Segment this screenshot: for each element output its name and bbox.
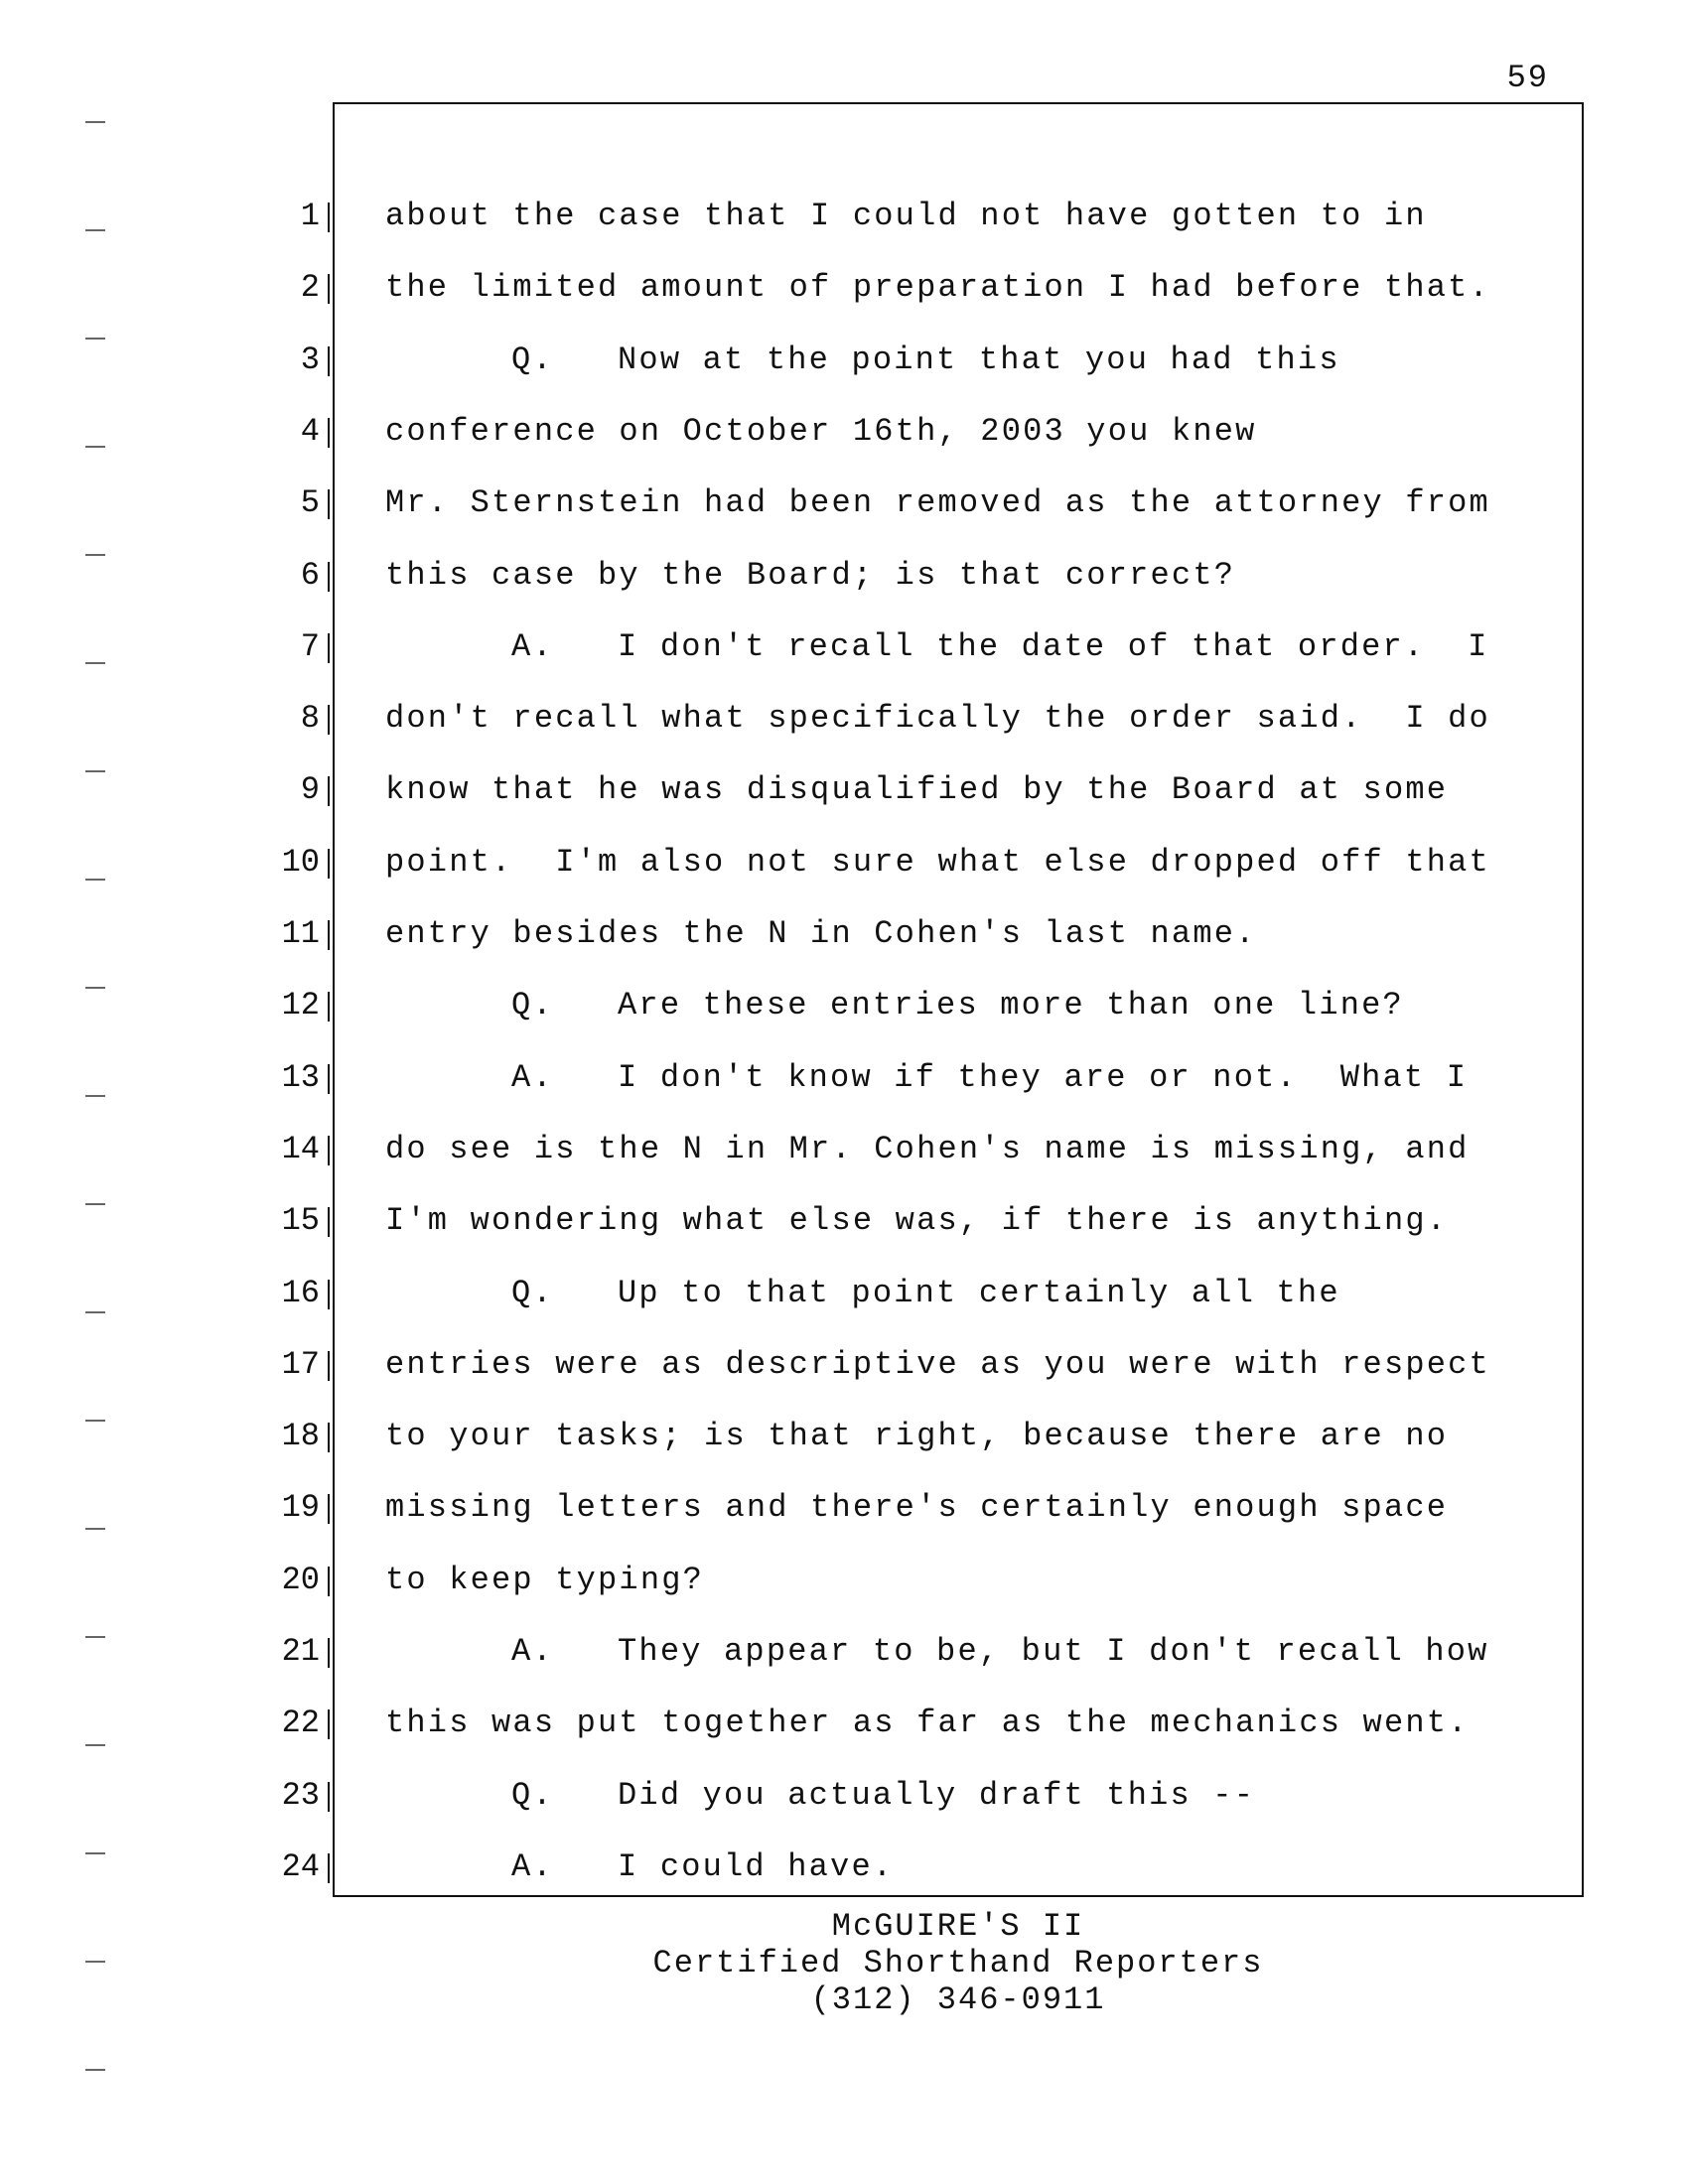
transcript-line: A. I don't know if they are or not. What I <box>511 1059 1469 1096</box>
line-number: 23 <box>281 1777 320 1814</box>
line-number-divider <box>328 346 330 376</box>
transcript-line: entry besides the N in Cohen's last name. <box>385 915 1257 952</box>
line-number: 8 <box>300 700 320 737</box>
line-number-divider <box>328 1782 330 1812</box>
margin-tick <box>85 229 105 231</box>
margin-tick <box>85 879 105 881</box>
line-number-divider <box>328 1709 330 1739</box>
margin-tick <box>85 1744 105 1746</box>
footer-description: Certified Shorthand Reporters <box>652 1945 1264 1981</box>
margin-tick <box>85 121 105 123</box>
transcript-line: this was put together as far as the mechanics went. <box>385 1705 1470 1741</box>
reporter-footer <box>333 1908 1584 2018</box>
transcript-line: Q. Up to that point certainly all the <box>511 1275 1340 1311</box>
line-number: 3 <box>300 341 320 378</box>
transcript-line: Q. Now at the point that you had this <box>511 341 1340 378</box>
transcript-line: A. I don't recall the date of that order. I <box>511 628 1489 665</box>
line-number: 4 <box>300 413 320 450</box>
line-number-divider <box>328 1638 330 1668</box>
transcript-line: Q. Did you actually draft this -- <box>511 1777 1256 1814</box>
transcript-line: to keep typing? <box>385 1562 705 1598</box>
transcript-line: I'm wondering what else was, if there is anything. <box>385 1202 1449 1239</box>
line-number-divider <box>328 633 330 663</box>
line-number: 21 <box>281 1633 320 1670</box>
line-number-divider <box>328 1351 330 1381</box>
margin-tick <box>85 2069 105 2071</box>
line-number: 2 <box>300 269 320 306</box>
margin-tick <box>85 1852 105 1854</box>
margin-tick <box>85 987 105 989</box>
transcript-line: conference on October 16th, 2003 you knew <box>385 413 1257 450</box>
margin-tick <box>85 662 105 664</box>
transcript-line: Mr. Sternstein had been removed as the attorney from <box>385 484 1490 521</box>
footer-company: McGUIRE'S II <box>831 1908 1085 1945</box>
margin-tick <box>85 1636 105 1638</box>
line-number: 19 <box>281 1489 320 1526</box>
transcript-line: entries were as descriptive as you were with respect <box>385 1346 1490 1383</box>
line-number: 13 <box>281 1059 320 1096</box>
margin-tick <box>85 770 105 772</box>
line-number: 10 <box>281 844 320 881</box>
transcript-line: do see is the N in Mr. Cohen's name is missing, and <box>385 1131 1470 1167</box>
line-number: 20 <box>281 1562 320 1598</box>
transcript-line: A. They appear to be, but I don't recall how <box>511 1633 1489 1670</box>
transcript-line: point. I'm also not sure what else dropped off that <box>385 844 1490 881</box>
margin-tick <box>85 1528 105 1530</box>
line-number: 7 <box>300 628 320 665</box>
margin-tick <box>85 446 105 448</box>
margin-tick <box>85 1420 105 1422</box>
margin-tick <box>85 1095 105 1097</box>
margin-tick <box>85 1203 105 1205</box>
line-number: 15 <box>281 1202 320 1239</box>
line-number: 12 <box>281 987 320 1024</box>
margin-tick <box>85 554 105 556</box>
line-number-divider <box>328 1567 330 1596</box>
transcript-line: don't recall what specifically the order said. I do <box>385 700 1490 737</box>
line-number: 5 <box>300 484 320 521</box>
line-number: 16 <box>281 1275 320 1311</box>
line-number: 24 <box>281 1848 320 1885</box>
transcript-line: this case by the Board; is that correct? <box>385 557 1236 594</box>
line-number-divider <box>328 920 330 950</box>
transcript-line: the limited amount of preparation I had before that. <box>385 269 1490 306</box>
line-number: 22 <box>281 1705 320 1741</box>
line-number: 14 <box>281 1131 320 1167</box>
margin-tick <box>85 1311 105 1313</box>
line-number: 6 <box>300 557 320 594</box>
line-number-divider <box>328 1136 330 1165</box>
line-number-divider <box>328 1494 330 1524</box>
line-number-divider <box>328 992 330 1022</box>
line-number-divider <box>328 1280 330 1309</box>
line-number-divider <box>328 705 330 735</box>
line-number-divider <box>328 1423 330 1452</box>
footer-phone: (312) 346-0911 <box>810 1981 1106 2018</box>
margin-tick <box>85 338 105 340</box>
line-number: 17 <box>281 1346 320 1383</box>
line-number-divider <box>328 562 330 592</box>
transcript-line: Q. Are these entries more than one line? <box>511 987 1404 1024</box>
transcript-line: know that he was disqualified by the Board at some <box>385 771 1449 808</box>
line-number-divider <box>328 203 330 232</box>
margin-tick <box>85 1961 105 1963</box>
transcript-line: A. I could have. <box>511 1848 895 1885</box>
line-number-divider <box>328 776 330 806</box>
line-number-divider <box>328 849 330 879</box>
line-number: 11 <box>281 915 320 952</box>
page-number: 59 <box>1506 60 1549 96</box>
transcript-line: to your tasks; is that right, because there are no <box>385 1418 1449 1454</box>
line-number-divider <box>328 418 330 448</box>
line-number-divider <box>328 1064 330 1094</box>
line-number-divider <box>328 489 330 519</box>
line-number-divider <box>328 1853 330 1883</box>
line-number: 9 <box>300 771 320 808</box>
transcript-line: about the case that I could not have gotten to in <box>385 198 1427 234</box>
line-number-divider <box>328 274 330 304</box>
line-number: 1 <box>300 198 320 234</box>
transcript-line: missing letters and there's certainly enough space <box>385 1489 1449 1526</box>
line-number-divider <box>328 1207 330 1237</box>
line-number: 18 <box>281 1418 320 1454</box>
